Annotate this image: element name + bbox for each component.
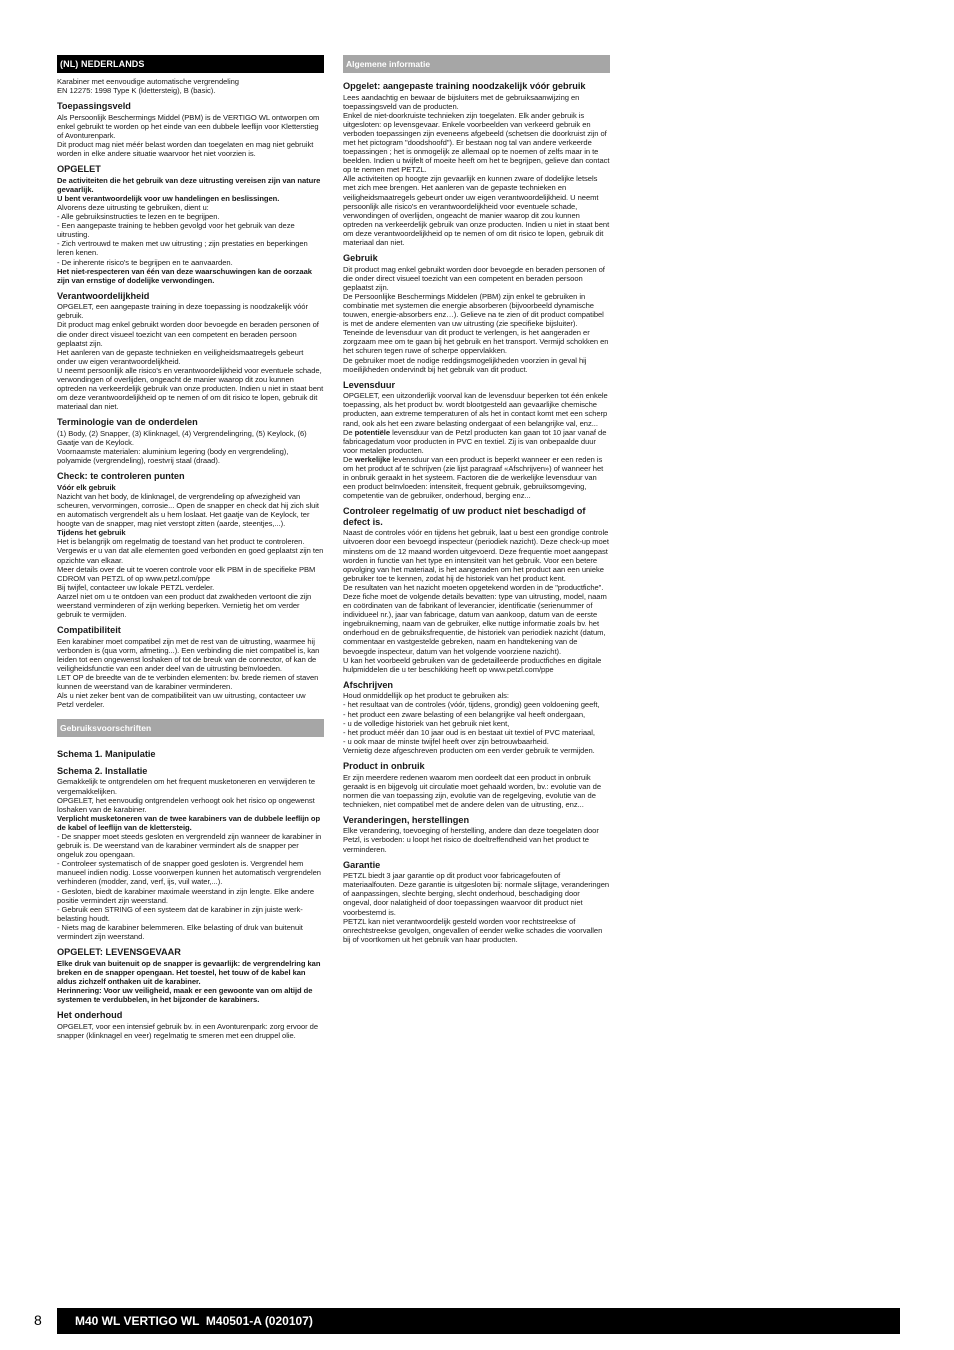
page-number: 8 [34, 1312, 42, 1328]
section-text: OPGELET, een uitzonderlijk voorval kan de levensduur beperken tot één enkele toepassing, als het product bv. wordt blootgesteld aan gevaarlijke chemische producten, aan extreme temperaturen of als het in contact komt met een scherp rand, ook als het een zware belasting ondergaat of een belangrijke val, enz... [343, 391, 608, 428]
section-title: Veranderingen, herstellingen [343, 814, 470, 825]
section-text: PETZL biedt 3 jaar garantie op dit product voor fabricagefouten of materiaalfouten. Deze garantie is uitgesloten bij: normale slijtage, veranderingen of aanpassingen, slechte berging, slecht onderhoud, beschadiging door ongeval, door nalatigheid of door toepassingen waarvoor dit product niet voorbestemd is. PETZL kan niet verantwoordelijk gesteld worden voor rechtstreekse of onrechtstreekse gevolgen, ongevallen of eender welke schades die voorvallen bij of voortkomen uit het gebruik van haar producten. [343, 871, 610, 944]
section-text: Naast de controles vóór en tijdens het gebruik, laat u best een grondige controle uitvoeren door een bevoegd inspecteur (periodiek nazicht). Deze check-up moet minstens om de 12 maand worden uitgevoerd. Deze frequentie moet aangepast worden in functie van het type en intensiteit van het gebruik. Voor een betere opvolging van het materiaal, is het aangeraden om het product aan een unieke gebruiker toe te kennen, zodat hij de historiek van het product kent. De resultaten van het nazicht moeten opgetekend worden in de "productfiche". Deze fiche moet de volgende details bevatten: type van uitrusting, model, naam en coördinaten van de fabrikant of leverancier, identificatie (serienummer of individueel nr.), jaar van fabricage, datum van aankoop, datum van de eerste ingebruikneming, naam van de gebruiker, elke nuttige informatie zoals bv. het onderhoud en de gebruiksfrequentie, de historiek van periodiek nazicht (datum, commentaar en vastgestelde gebreken, naam en handtekening van de bevoegde inspecteur, datum van het volgende voorziene nazicht). U kan het voorbeeld gebruiken van de gedetailleerde productfiches en digitale hulpmiddelen die u ter beschikking heeft op www.petzl.com/ppe [343, 528, 609, 674]
section-text: Houd onmiddellijk op het product te gebruiken als: - het resultaat van de controles (vóór, tijdens, grondig) geen voldoening geeft, - het product een zware belasting of een belangrijke val heeft ondergaan, - u de volledige historiek van het gebruik niet kent, - het product méér dan 10 jaar oud is en bestaat uit textiel of PVC materiaal, - u ook maar de minste twijfel heeft over zijn betrouwbaarheid. Vernietig deze afgeschreven producten om een verder gebruik te vermijden. [343, 691, 600, 755]
subsection-title: Vóór elk gebruik [57, 482, 116, 492]
section-title: Afschrijven [343, 679, 394, 690]
section-title: Controleer regelmatig of uw product niet beschadigd of defect is. [343, 506, 586, 527]
section-title: OPGELET: LEVENSGEVAAR [57, 947, 181, 958]
schema-title: Schema 1. Manipulatie [57, 749, 156, 760]
section-title: Terminologie van de onderdelen [57, 417, 198, 428]
section-title: Levensduur [343, 379, 396, 390]
document-code: M40 WL VERTIGO WL M40501-A (020107) [75, 1314, 313, 1328]
section-text: De potentiële levensduur van de Petzl producten kan gaan tot 10 jaar vanaf de fabricagedatum voor producten in PVC en textiel. Zij is van onbepaalde duur voor metalen producten. [343, 427, 607, 455]
warning-text: Elke druk van buitenuit op de snapper is gevaarlijk: de vergrendelring kan breken en de snapper opengaan. Het toestel, het touw of de kabel kan aldus zichzelf onthaken uit de karabiner. Herinnering: Voor uw veiligheid, maak er een gewoonte van om altijd de systemen te verdubbelen, in het bijzonder de karabiners. [57, 958, 321, 1004]
section-text: Gemakkelijk te ontgrendelen om het frequent musketoneren en verwijderen te vergemakkelijken. OPGELET, het eenvoudig ontgrendelen verhoogt ook het risico op ongewenst loshaken van de karabiner. [57, 777, 316, 814]
general-info-header: Algemene informatie [343, 55, 610, 73]
section-text: Lees aandachtig en bewaar de bijsluiters met de gebruiksaanwijzing en toepassingsveld van de producten. Enkel de niet-doorkruiste technieken zijn toegelaten. Elk ander gebruik is uitgesloten: op levensgevaar. Enkele voorbeelden van verkeerd gebruik en verboden toepassingen zijn eveneens afgebeeld (schetsen die doorkruist zijn of met het pictogram "doodshoofd"). Er bestaan nog tal van andere verkeerde toepassingen ; het is onmogelijk ze allemaal op te noemen of zelfs maar in te beelden. Indien u twijfelt of moeite heeft om het te begrijpen, gelieve dan contact op te nemen met PETZL. Alle activiteiten op hoogte zijn gevaarlijk en kunnen zware of dodelijke letsels met zich mee brengen. Het aanleren van de gepaste technieken en veiligheidsmaatregels gebeurt onder uw eigen verantwoordelijkheid. U neemt persoonlijk alle risico's en verantwoordelijkheid voor eventuele schade, verwondingen of overlijden, ongeacht de manier waarop dit zou kunnen optreden na verkeerdelijk gebruik van onze producten. Indien u niet in staat bent om deze verantwoordelijkheid op te nemen of om dit risico te lopen, gebruik dit materiaal dan niet. [343, 92, 610, 247]
warning-text: Het niet-respecteren van één van deze waarschuwingen kan de oorzaak zijn van ernstige of dodelijke verwondingen. [57, 266, 312, 285]
section-text: Nazicht van het body, de klinknagel, de vergrendeling op afwezigheid van scheuren, vervormingen, corrosie... Open de snapper en check dat hij zich sluit en automatisch vergrendelt als u hem loslaat. Het gaatje van de Keylock, ter hoogte van de snapper, mag niet verstopt zitten (aarde, steentjes,...). [57, 491, 319, 529]
section-title: OPGELET [57, 164, 101, 175]
section-text: OPGELET, voor een intensief gebruik bv. in een Avonturenpark: zorg ervoor de snapper (klinknagel en veer) regelmatig te smeren met een druppel olie. [57, 1021, 319, 1040]
section-title: Opgelet: aangepaste training noodzakelijk vóór gebruik [343, 81, 586, 91]
section-text: Als Persoonlijk Beschermings Middel (PBM) is de VERTIGO WL ontworpen om enkel gebruikt te worden op het einde van een dubbele leeflijn voor Kletterstieg of Avonturenpark. Dit product mag niet méér belast worden dan toegelaten en mag niet gebruikt worden in elke andere situatie waarvoor het niet voorzien is. [57, 112, 320, 159]
section-text: Het is belangrijk om regelmatig de toestand van het product te controleren. Vergewis er u van dat alle elementen goed verbonden en goed geplaatst zijn ten opzichte van elkaar. Meer details over de uit te voeren controle voor elk PBM in de specifieke PBM CDROM van PETZL of op www.petzl.com/ppe Bij twijfel, contacteer uw lokale PETZL verdeler. Aarzel niet om u te ontdoen van een product dat zwakheden vertoont die zijn weerstand verminderen of zijn werking beperken. Vernietig het om verder gebruik te vermijden. [57, 537, 324, 620]
section-text: Elke verandering, toevoeging of herstelling, andere dan deze toegelaten door Petzl, is verboden: u loopt het risico de doeltreffendheid van het product te verminderen. [343, 826, 599, 854]
section-text: Een karabiner moet compatibel zijn met de rest van de uitrusting, waarmee hij verbonden is (qua vorm, afmeting...). Een verbinding die niet compatibel is, kan leiden tot een ongewenst loshaken of tot de breuk van de connector, of kan de veiligheidsfunctie van een ander deel van de uitrusting beïnvloeden. LET OP de breedte van de te verbinden elementen: bv. brede riemen of staven kunnen de weerstand van de karabiner verminderen. Als u niet zeker bent van de compatibiliteit van uw uitrusting, contacteer uw Petzl verdeler. [57, 636, 320, 710]
section-title: Check: te controleren punten [57, 471, 185, 482]
section-text: Dit product mag enkel gebruikt worden door bevoegde en beraden personen of die onder direct visueel toezicht van een competent en beraden persoon geplaatst zijn. De Persoonlijke Beschermings Middelen (PBM) zijn enkel te gebruiken in combinatie met systemen die energie absorberen (bijvoorbeeld dynamische touwen, energie-absorbers enz…). Gelieve na te zien of dit product compatibel is met de andere elementen van uw uitrusting (zie specifieke bijsluiter). Teneinde de levensduur van dit product te verlengen, is het aangeraden er zorgzaam mee om te gaan bij het gebruik en het transport. Vermijd schokken en het schuren tegen ruwe of scherpe oppervlakken. De gebruiker moet de nodige reddingsmogelijkheden voorzien in geval hij moeilijkheden ondervindt bij het gebruik van dit product. [343, 264, 609, 374]
footer-bar [57, 1308, 900, 1334]
section-title: Gebruik [343, 253, 378, 264]
subsection-title: Tijdens het gebruik [57, 528, 126, 538]
section-text: De werkelijke levensduur van een product is beperkt wanneer er een reden is om het product af te schrijven (zie lijst paragraaf «Afschrijven») of wanneer het in onbruik geraakt in het systeem. Factoren die de werkelijke levensduur van een product beïnvloeden: intensiteit, frequent gebruik, gebruiksomgeving, competentie van de gebruiker, onderhoud, berging enz... [343, 454, 604, 501]
section-text: - De snapper moet steeds gesloten en vergrendeld zijn wanneer de karabiner in gebruik is. De weerstand van de karabiner vermindert als de snapper per ongeluk zou opengaan. - Controleer systematisch of de snapper goed gesloten is. Vergrendel hem manueel indien nodig. Losse voorwerpen kunnen het automatisch vergrendelen verhinderen (modder, zand, verf, ijs, vuil water,...). - Gesloten, biedt de karabiner maximale weerstand in zijn lengte. Elke andere positie vermindert zijn weerstand. - Gebruik een STRING of een systeem dat de karabiner in zijn juiste werk-belasting houdt. - Niets mag de karabiner belemmeren. Elke belasting of druk van buitenuit vermindert zijn weerstand. [57, 832, 322, 942]
section-title: Toepassingsveld [57, 101, 131, 112]
section-text: Alvorens deze uitrusting te gebruiken, dient u: - Alle gebruiksinstructies te lezen en te begrijpen. - Een aangepaste training te hebben gevolgd voor het gebruik van deze uitrusting. - Zich vertrouwd te maken met uw uitrusting ; zijn prestaties en beperkingen leren kenen. - De inherente risico's te begrijpen en te aanvaarden. [57, 202, 308, 267]
section-title: Product in onbruik [343, 761, 425, 771]
warning-text: Verplicht musketoneren van de twee karabiners van de dubbele leeflijn op de kabel of leeflijn van de klettersteig. [57, 813, 321, 832]
left-column [57, 55, 324, 1040]
intro-text: Karabiner met eenvoudige automatische vergrendeling EN 12275: 1998 Type K (klettersteig), B (basic). [57, 77, 239, 96]
section-title: Compatibiliteit [57, 625, 121, 636]
section-text: Er zijn meerdere redenen waarom men oordeelt dat een product in onbruik geraakt is en bijgevolg uit circulatie moet gehaald worden, bv.: evolutie van de normen die van toepassing zijn, evolutie van de regelgeving, evolutie van de technieken, niet compatibel met de andere delen van de uitrusting, enz... [343, 772, 601, 809]
warning-text: De activiteiten die het gebruik van deze uitrusting vereisen zijn van nature gevaarlijk. U bent verantwoordelijk voor uw handelingen en beslissingen. [57, 175, 321, 203]
schema-title: Schema 2. Installatie [57, 765, 148, 776]
section-title: Garantie [343, 859, 381, 870]
usage-header: Gebruiksvoorschriften [57, 719, 324, 737]
right-column [343, 55, 610, 944]
section-text: (1) Body, (2) Snapper, (3) Klinknagel, (4) Vergrendelingring, (5) Keylock, (6) Gaatje van de Keylock. Voornaamste materialen: aluminium legering (body en vergrendeling), polyamide (vergrendeling), roestvrij staal (draad). [57, 428, 307, 466]
section-title: Het onderhoud [57, 1010, 123, 1021]
language-header: (NL) NEDERLANDS [57, 55, 324, 73]
section-title: Verantwoordelijkheid [57, 290, 150, 301]
section-text: OPGELET, een aangepaste training in deze toepassing is noodzakelijk vóór gebruik. Dit product mag enkel gebruikt worden door bevoegde en beraden personen of die onder direct visueel toezicht van een competent en beraden persoon geplaatst zijn. Het aanleren van de gepaste technieken en veiligheidsmaatregels gebeurt onder uw eigen verantwoordelijkheid. U neemt persoonlijk alle risico's en verantwoordelijkheid voor eventuele schade, verwondingen of overlijden, ongeacht de manier waarop dit zou kunnen optreden na verkeerdelijk gebruik van onze producten. Indien u niet in staat bent om deze verantwoordelijkheid op te nemen of om dit risico te lopen, gebruik dit materiaal dan niet. [57, 302, 324, 412]
